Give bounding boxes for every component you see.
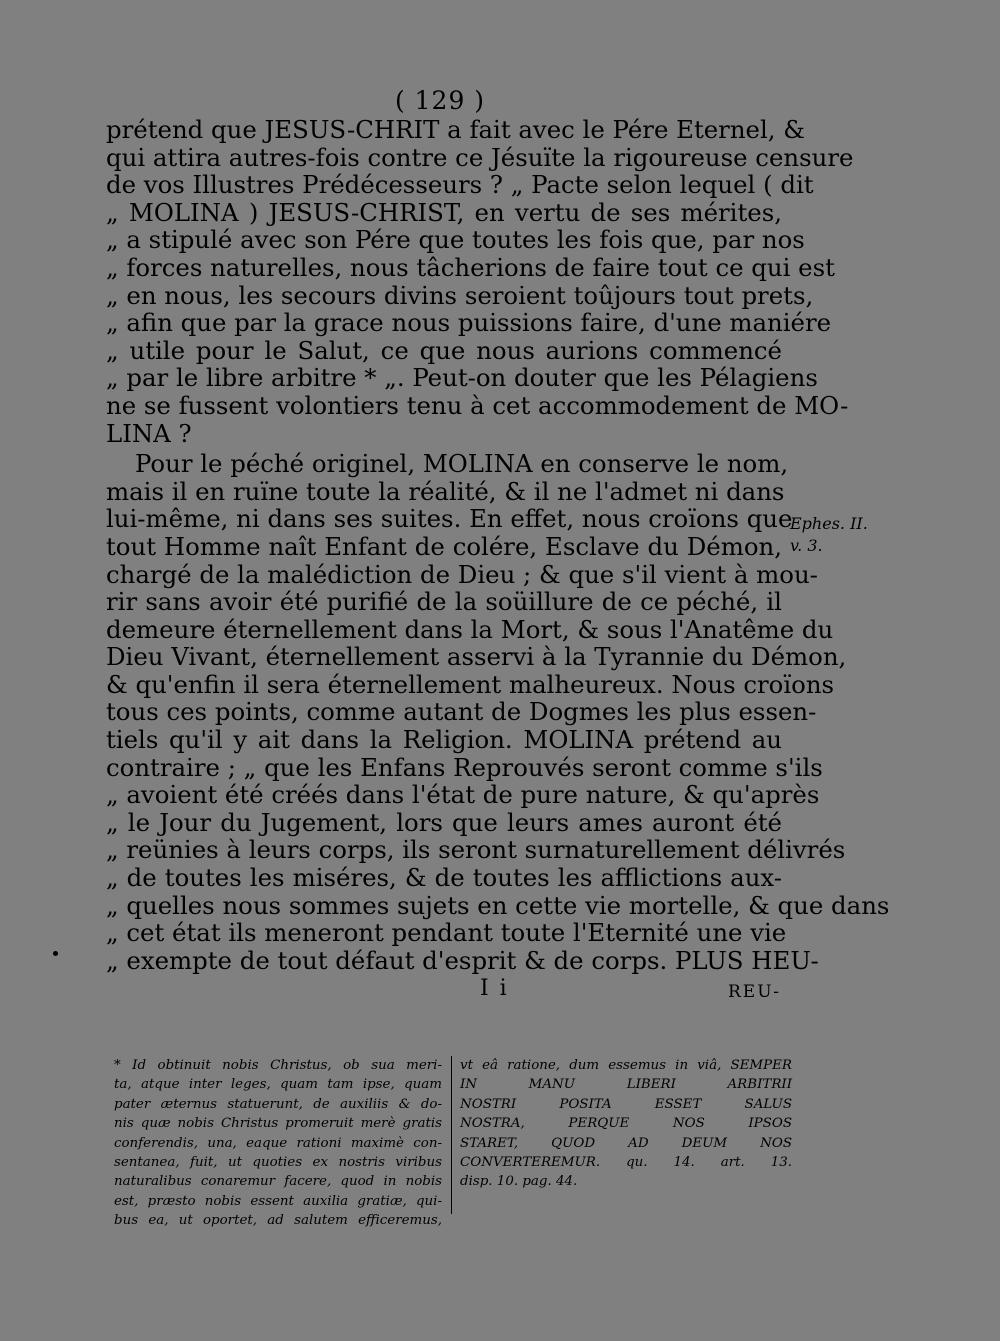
text-line: chargé de la malédiction de Dieu ; & que s'il vient à mou- (106, 559, 818, 589)
text-line: tiels qu'il y ait dans la Religion. MOLINA prétend au (106, 725, 782, 755)
footnote-line: conferendis, una, eaque rationi maximè con- (114, 1135, 442, 1151)
footnote-line: naturalibus conaremur facere, quod in nobis (114, 1174, 442, 1190)
text-line: qui attira autres-fois contre ce Jésuïte la rigoureuse censure (106, 142, 854, 172)
footnote-line: ta, atque inter leges, quam tam ipse, quam (114, 1077, 442, 1093)
footnote-line: disp. 10. pag. 44. (460, 1174, 578, 1190)
text-line: Dieu Vivant, éternellement asservi à la Tyrannie du Démon, (106, 642, 847, 672)
text-line: rir sans avoir été purifié de la soüillure de ce péché, il (106, 587, 782, 617)
text-line: „ avoient été créés dans l'état de pure nature, & qu'après (106, 780, 820, 810)
text-line: de vos Illustres Prédécesseurs ? „ Pacte selon lequel ( dit (106, 170, 814, 200)
ink-dot (53, 951, 58, 956)
text-line: LINA ? (106, 418, 192, 448)
text-line: „ par le libre arbitre * „. Peut-on douter que les Pélagiens (106, 363, 818, 393)
footnote-left-column (114, 1056, 442, 1231)
text-line: demeure éternellement dans la Mort, & sous l'Anatême du (106, 614, 834, 644)
text-line: lui-même, ni dans ses suites. En effet, nous croïons que (106, 504, 793, 534)
text-line: tous ces points, comme autant de Dogmes les plus essen- (106, 697, 817, 727)
margin-reference-verse: v. 3. (790, 536, 823, 555)
footnote-right-column (460, 1056, 792, 1192)
paragraph-start-line: Pour le péché originel, MOLINA en conserve le nom, (135, 449, 789, 479)
footnote-line: NOSTRI POSITA ESSET SALUS (460, 1096, 792, 1112)
footnote-line: vt eâ ratione, dum essemus in viâ, SEMPER (460, 1058, 792, 1073)
text-line: ne se fussent volontiers tenu à cet accommodement de MO- (106, 390, 849, 420)
text-line: mais il en ruïne toute la réalité, & il ne l'admet ni dans (106, 476, 785, 506)
text-line: prétend que JESUS-CHRIT a fait avec le Pére Eternel, & (106, 115, 806, 144)
catchword: REU- (728, 982, 781, 1002)
text-line: „ forces naturelles, nous tâcherions de faire tout ce qui est (106, 252, 835, 282)
text-line: tout Homme naît Enfant de colére, Esclave du Démon, (106, 531, 782, 561)
footnote-line: IN MANU LIBERI ARBITRII (460, 1077, 792, 1093)
signature-mark: I i (480, 976, 509, 1001)
footnote-line: * Id obtinuit nobis Christus, ob sua meri- (114, 1058, 442, 1073)
footnote-line: nis quæ nobis Christus promeruit merè gratis (114, 1116, 442, 1132)
page-number: ( 129 ) (394, 86, 486, 115)
text-line: „ reünies à leurs corps, ils seront surnaturellement délivrés (106, 835, 846, 865)
footnote-line: bus ea, ut oportet, ad salutem efficeremus, (114, 1213, 442, 1229)
text-line: „ MOLINA ) JESUS-CHRIST, en vertu de ses mérites, (106, 197, 782, 227)
footnote-line: sentanea, fuit, ut quoties ex nostris viribus (114, 1154, 442, 1170)
text-line: „ utile pour le Salut, ce que nous aurions commencé (106, 335, 782, 365)
text-line: „ a stipulé avec son Pére que toutes les fois que, par nos (106, 225, 805, 255)
text-line: „ de toutes les miséres, & de toutes les afflictions aux- (106, 863, 782, 893)
text-line: „ cet état ils meneront pendant toute l'Eternité une vie (106, 918, 787, 948)
footnote-column-divider (451, 1056, 452, 1214)
text-line: „ en nous, les secours divins seroient toûjours tout prets, (106, 280, 814, 310)
margin-reference: Ephes. II. (790, 514, 868, 533)
text-line: „ quelles nous sommes sujets en cette vie mortelle, & que dans (106, 890, 890, 920)
footnote-line: est, præsto nobis essent auxilia gratiæ, qui- (114, 1193, 442, 1209)
footnote-line: NOSTRA, PERQUE NOS IPSOS (460, 1116, 792, 1132)
footnote-line: pater æternus statuerunt, de auxiliis & do- (114, 1096, 442, 1112)
text-line: & qu'enfin il sera éternellement malheureux. Nous croïons (106, 669, 835, 699)
text-line: „ exempte de tout défaut d'esprit & de corps. PLUS HEU- (106, 945, 819, 975)
text-line: „ afin que par la grace nous puissions faire, d'une maniére (106, 308, 832, 338)
text-line: „ le Jour du Jugement, lors que leurs ames auront été (106, 807, 782, 837)
text-line: contraire ; „ que les Enfans Reprouvés seront comme s'ils (106, 752, 823, 782)
footnote-line: STARET, QUOD AD DEUM NOS (460, 1135, 792, 1151)
footnote-line: CONVERTEREMUR. qu. 14. art. 13. (460, 1154, 792, 1170)
